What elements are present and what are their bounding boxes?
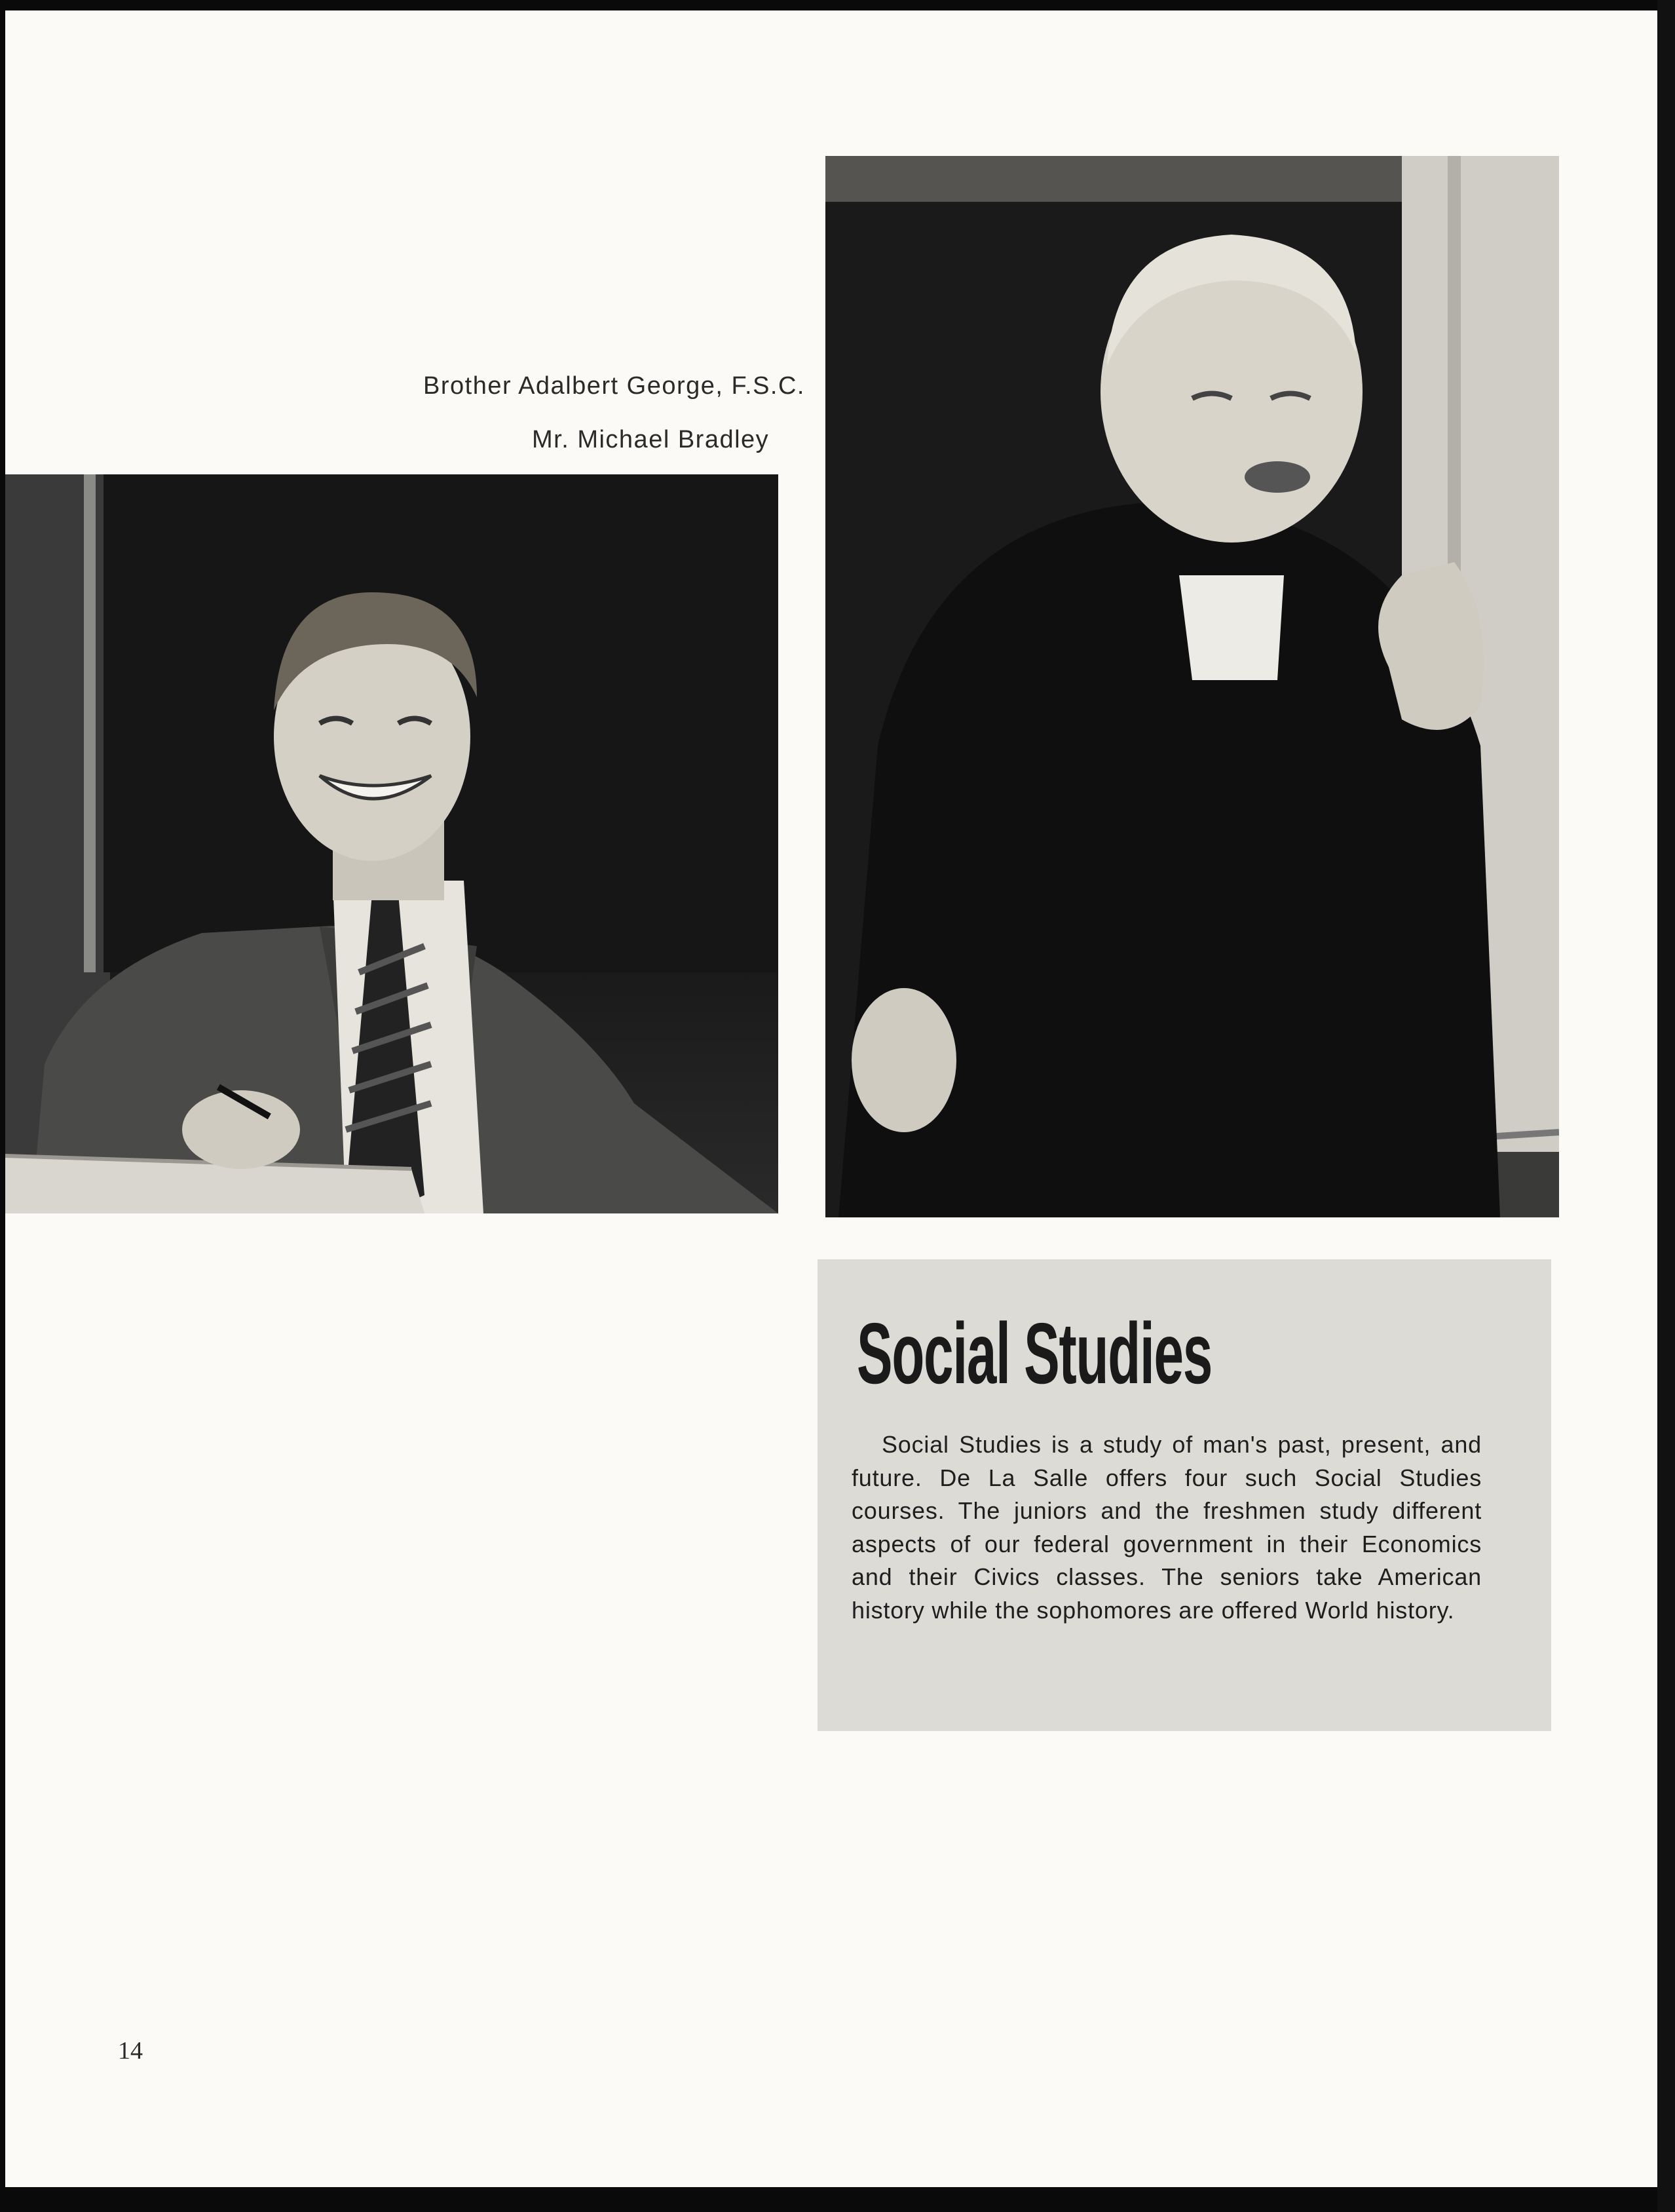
photo-caption-brother-adalbert: Brother Adalbert George, F.S.C. (423, 372, 805, 400)
scan-edge (1657, 0, 1675, 2212)
photo-brother-adalbert-illustration (825, 156, 1559, 1217)
article-body: Social Studies is a study of man's past, present, and future. De La Salle offers four such Social Studies courses. The juniors and the freshmen study different aspects of our federal government in their Economics and their Civics classes. The seniors take American history while the sophomores are offered World history. (852, 1431, 1482, 1624)
photo-michael-bradley-illustration (5, 474, 778, 1213)
article-heading: Social Studies (857, 1305, 1213, 1402)
page-number: 14 (118, 2037, 143, 2065)
article-panel (818, 1259, 1551, 1731)
photo-caption-michael-bradley: Mr. Michael Bradley (532, 426, 770, 453)
photo-michael-bradley (5, 474, 778, 1213)
photo-brother-adalbert (825, 156, 1559, 1217)
